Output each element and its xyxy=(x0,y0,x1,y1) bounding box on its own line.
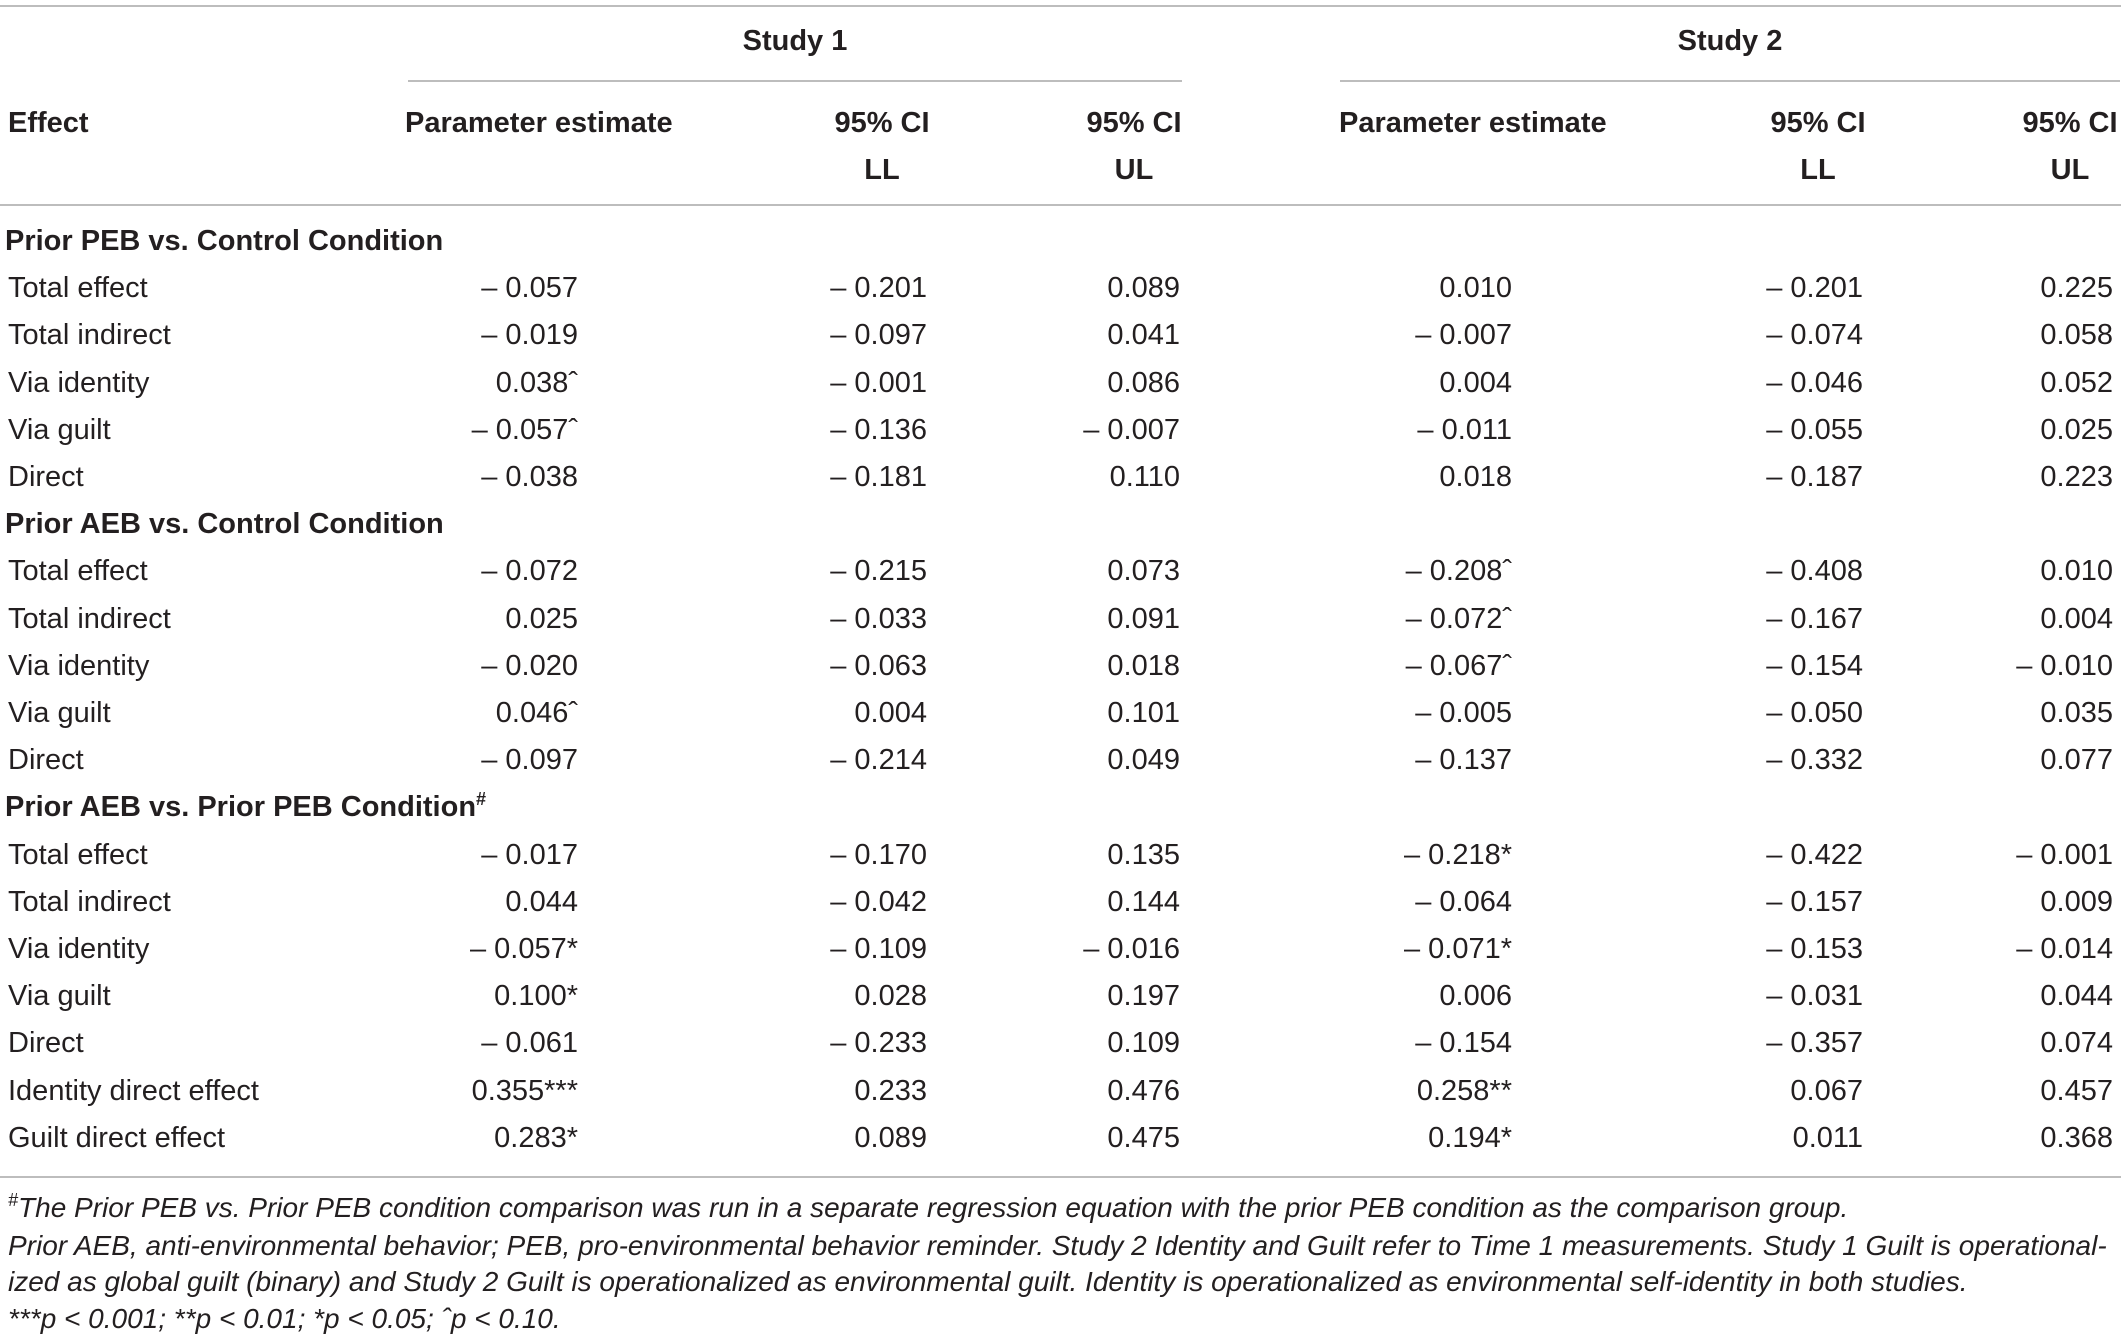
s1-estimate-cell: 0.283* xyxy=(494,1121,578,1154)
s1-ll-cell: – 0.109 xyxy=(830,933,927,965)
s2-ll-cell: – 0.201 xyxy=(1766,272,1863,305)
s1-estimate-cell: 0.046ˆ xyxy=(495,697,578,729)
section-heading-text: Prior PEB vs. Control Condition xyxy=(5,225,444,257)
row-label: Via guilt xyxy=(8,413,111,446)
s1-ll-cell: – 0.233 xyxy=(830,1027,927,1060)
footnote-1-text: The Prior PEB vs. Prior PEB condition comparison was run in a separate regression equation with the prior PEB condition as the comparison group. xyxy=(18,1192,1849,1223)
s2-ll-cell: 0.067 xyxy=(1790,1074,1863,1107)
s1-ll-cell: – 0.063 xyxy=(830,649,927,682)
s2-ll-cell: – 0.074 xyxy=(1766,319,1863,352)
s1-param-header: Parameter estimate xyxy=(405,107,673,139)
s1-estimate-cell: 0.025 xyxy=(505,602,578,635)
body-bottom-rule xyxy=(0,1176,2121,1178)
s2-ci-ll-header: 95% CI xyxy=(1770,107,1866,139)
s2-ul-cell: 0.010 xyxy=(2040,555,2113,588)
s1-ul-cell: 0.144 xyxy=(1107,885,1180,918)
s2-ul-cell: 0.223 xyxy=(2040,461,2113,493)
s2-estimate-cell: – 0.071* xyxy=(1403,933,1512,965)
s2-ul-header: UL xyxy=(2050,154,2090,186)
s2-ci-ul-header: 95% CI xyxy=(2022,107,2118,139)
s1-ll-cell: – 0.170 xyxy=(830,838,927,871)
s2-estimate-cell: – 0.072ˆ xyxy=(1405,602,1512,635)
s2-ul-cell: 0.044 xyxy=(2040,980,2113,1013)
row-label: Via identity xyxy=(8,933,150,965)
s2-estimate-cell: 0.194* xyxy=(1428,1121,1512,1154)
row-label: Total indirect xyxy=(8,885,171,918)
s1-ul-cell: 0.089 xyxy=(1107,272,1180,305)
row-label: Total indirect xyxy=(8,602,171,635)
s2-ul-cell: 0.077 xyxy=(2040,744,2113,777)
s2-ll-cell: – 0.055 xyxy=(1766,413,1863,446)
s1-ll-cell: – 0.201 xyxy=(830,272,927,305)
s2-ul-cell: 0.368 xyxy=(2040,1121,2113,1154)
study1-heading: Study 1 xyxy=(742,25,848,57)
s2-param-header: Parameter estimate xyxy=(1339,107,1607,139)
s1-estimate-cell: – 0.038 xyxy=(481,461,578,493)
s2-ll-cell: – 0.031 xyxy=(1766,980,1863,1013)
s1-ll-cell: – 0.033 xyxy=(830,602,927,635)
s1-estimate-cell: 0.100* xyxy=(494,980,578,1013)
s2-ll-cell: 0.011 xyxy=(1792,1121,1863,1154)
row-label: Via guilt xyxy=(8,697,111,729)
footnote-1-marker: # xyxy=(8,1190,19,1210)
s2-estimate-cell: – 0.007 xyxy=(1415,319,1512,352)
row-label: Total effect xyxy=(8,272,148,305)
s1-ll-cell: – 0.042 xyxy=(830,885,927,918)
s2-ll-header: LL xyxy=(1800,154,1836,186)
s2-ll-cell: – 0.332 xyxy=(1766,744,1863,777)
s1-ul-cell: 0.073 xyxy=(1107,555,1180,588)
s2-ul-cell: – 0.010 xyxy=(2016,649,2113,682)
study2-rule xyxy=(1340,80,2120,82)
s2-estimate-cell: 0.258** xyxy=(1416,1074,1512,1107)
footnote-2-line-2: ized as global guilt (binary) and Study 2 Guilt is operationalized as environmental guilt. Identity is operationalized as environmental self-identity in both studies. xyxy=(8,1266,1968,1297)
footnote-2-line-1: Prior AEB, anti-environmental behavior; PEB, pro-environmental behavior reminder. Study 2 Identity and Guilt refer to Time 1 measurements. Study 1 Guilt is operational- xyxy=(8,1230,2107,1261)
s2-estimate-cell: – 0.005 xyxy=(1415,697,1512,729)
s1-ll-cell: – 0.001 xyxy=(830,366,927,399)
s1-ul-cell: 0.476 xyxy=(1107,1074,1180,1107)
row-label: Via guilt xyxy=(8,980,111,1013)
s1-estimate-cell: – 0.020 xyxy=(481,649,578,682)
s1-ci-ul-header: 95% CI xyxy=(1086,107,1182,139)
s1-ul-cell: 0.086 xyxy=(1107,366,1180,399)
row-label: Total effect xyxy=(8,838,148,871)
s2-ll-cell: – 0.157 xyxy=(1766,885,1863,918)
s1-estimate-cell: – 0.057 xyxy=(481,272,578,305)
s1-estimate-cell: 0.038ˆ xyxy=(495,366,578,399)
s2-ul-cell: 0.052 xyxy=(2040,366,2113,399)
s1-ul-cell: 0.049 xyxy=(1107,744,1180,777)
header-bottom-rule xyxy=(0,204,2121,206)
s2-estimate-cell: – 0.154 xyxy=(1415,1027,1512,1060)
section-heading xyxy=(5,507,444,541)
s1-ll-cell: – 0.136 xyxy=(830,413,927,446)
row-label: Identity direct effect xyxy=(8,1074,259,1107)
s1-estimate-cell: – 0.017 xyxy=(481,838,578,871)
row-label: Direct xyxy=(8,461,84,493)
s2-ul-cell: – 0.014 xyxy=(2016,933,2113,965)
s2-ll-cell: – 0.422 xyxy=(1766,838,1863,871)
s1-estimate-cell: – 0.057ˆ xyxy=(471,413,578,446)
s2-ul-cell: 0.457 xyxy=(2040,1074,2113,1107)
footnote-1 xyxy=(8,1191,1848,1225)
s2-estimate-cell: – 0.218* xyxy=(1403,838,1512,871)
s1-estimate-cell: – 0.057* xyxy=(469,933,578,965)
s2-ll-cell: – 0.408 xyxy=(1766,555,1863,588)
s2-estimate-cell: – 0.208ˆ xyxy=(1405,555,1512,588)
footnote-3: ***p < 0.001; **p < 0.01; *p < 0.05; ˆp < 0.10. xyxy=(8,1303,561,1334)
s1-ll-cell: – 0.181 xyxy=(830,461,927,493)
s2-ll-cell: – 0.357 xyxy=(1766,1027,1863,1060)
s1-ul-cell: 0.041 xyxy=(1107,319,1180,352)
s2-estimate-cell: 0.018 xyxy=(1439,461,1512,493)
s1-ll-header: LL xyxy=(864,154,900,186)
s2-estimate-cell: 0.006 xyxy=(1439,980,1512,1013)
s1-ul-cell: 0.475 xyxy=(1107,1121,1180,1154)
s1-ll-cell: – 0.215 xyxy=(830,555,927,588)
s2-ul-cell: 0.009 xyxy=(2040,885,2113,918)
section-heading xyxy=(5,224,443,258)
s1-estimate-cell: – 0.097 xyxy=(481,744,578,777)
top-rule xyxy=(0,5,2121,7)
s1-ul-cell: 0.018 xyxy=(1107,649,1180,682)
row-label: Total indirect xyxy=(8,319,171,352)
s1-estimate-cell: 0.044 xyxy=(505,885,578,918)
section-heading-marker: # xyxy=(476,789,487,810)
section-heading-text: Prior AEB vs. Control Condition xyxy=(5,508,444,541)
s1-estimate-cell: – 0.072 xyxy=(481,555,578,588)
s1-estimate-cell: – 0.061 xyxy=(481,1027,578,1060)
s2-ll-cell: – 0.153 xyxy=(1766,933,1863,965)
row-label: Total effect xyxy=(8,555,148,588)
s2-ul-cell: 0.074 xyxy=(2040,1027,2113,1060)
s2-ul-cell: 0.225 xyxy=(2040,272,2113,305)
row-label: Via identity xyxy=(8,366,150,399)
s2-ll-cell: – 0.046 xyxy=(1766,366,1863,399)
s1-ul-cell: 0.197 xyxy=(1107,980,1180,1013)
row-label: Guilt direct effect xyxy=(8,1121,226,1154)
s1-estimate-cell: 0.355*** xyxy=(471,1074,578,1107)
s1-estimate-cell: – 0.019 xyxy=(481,319,578,352)
s1-ll-cell: 0.233 xyxy=(854,1074,927,1107)
s1-ul-cell: – 0.016 xyxy=(1083,933,1180,965)
s2-estimate-cell: – 0.064 xyxy=(1415,885,1512,918)
s2-ll-cell: – 0.154 xyxy=(1766,649,1863,682)
study2-heading: Study 2 xyxy=(1677,25,1783,57)
study1-rule xyxy=(408,80,1182,82)
s1-ll-cell: 0.089 xyxy=(854,1121,927,1154)
s1-ul-cell: 0.135 xyxy=(1107,838,1180,871)
s2-estimate-cell: 0.010 xyxy=(1439,272,1512,305)
s1-ci-ll-header: 95% CI xyxy=(834,107,930,139)
s2-estimate-cell: – 0.067ˆ xyxy=(1405,649,1512,682)
s1-ll-cell: – 0.097 xyxy=(830,319,927,352)
s1-ul-cell: 0.101 xyxy=(1107,697,1180,729)
s2-ul-cell: 0.035 xyxy=(2040,697,2113,729)
s2-estimate-cell: 0.004 xyxy=(1439,366,1512,399)
s1-ul-header: UL xyxy=(1114,154,1154,186)
s2-ul-cell: – 0.001 xyxy=(2016,838,2113,871)
s2-estimate-cell: – 0.011 xyxy=(1417,413,1512,446)
section-heading-text: Prior AEB vs. Prior PEB Condition xyxy=(5,791,477,824)
s1-ul-cell: 0.091 xyxy=(1107,602,1180,635)
s2-ll-cell: – 0.050 xyxy=(1766,697,1863,729)
row-label: Direct xyxy=(8,744,84,777)
s1-ul-cell: 0.110 xyxy=(1109,461,1180,493)
s2-estimate-cell: – 0.137 xyxy=(1415,744,1512,777)
s1-ll-cell: 0.004 xyxy=(854,697,927,729)
row-label: Via identity xyxy=(8,649,150,682)
row-label: Direct xyxy=(8,1027,84,1060)
s1-ul-cell: 0.109 xyxy=(1107,1027,1180,1060)
section-heading xyxy=(5,790,486,824)
effect-header: Effect xyxy=(8,107,89,139)
s2-ll-cell: – 0.187 xyxy=(1766,461,1863,493)
s1-ll-cell: – 0.214 xyxy=(830,744,927,777)
s2-ul-cell: 0.004 xyxy=(2040,602,2113,635)
s2-ul-cell: 0.058 xyxy=(2040,319,2113,352)
s2-ul-cell: 0.025 xyxy=(2040,413,2113,446)
s2-ll-cell: – 0.167 xyxy=(1766,602,1863,635)
s1-ul-cell: – 0.007 xyxy=(1083,413,1180,446)
s1-ll-cell: 0.028 xyxy=(854,980,927,1013)
